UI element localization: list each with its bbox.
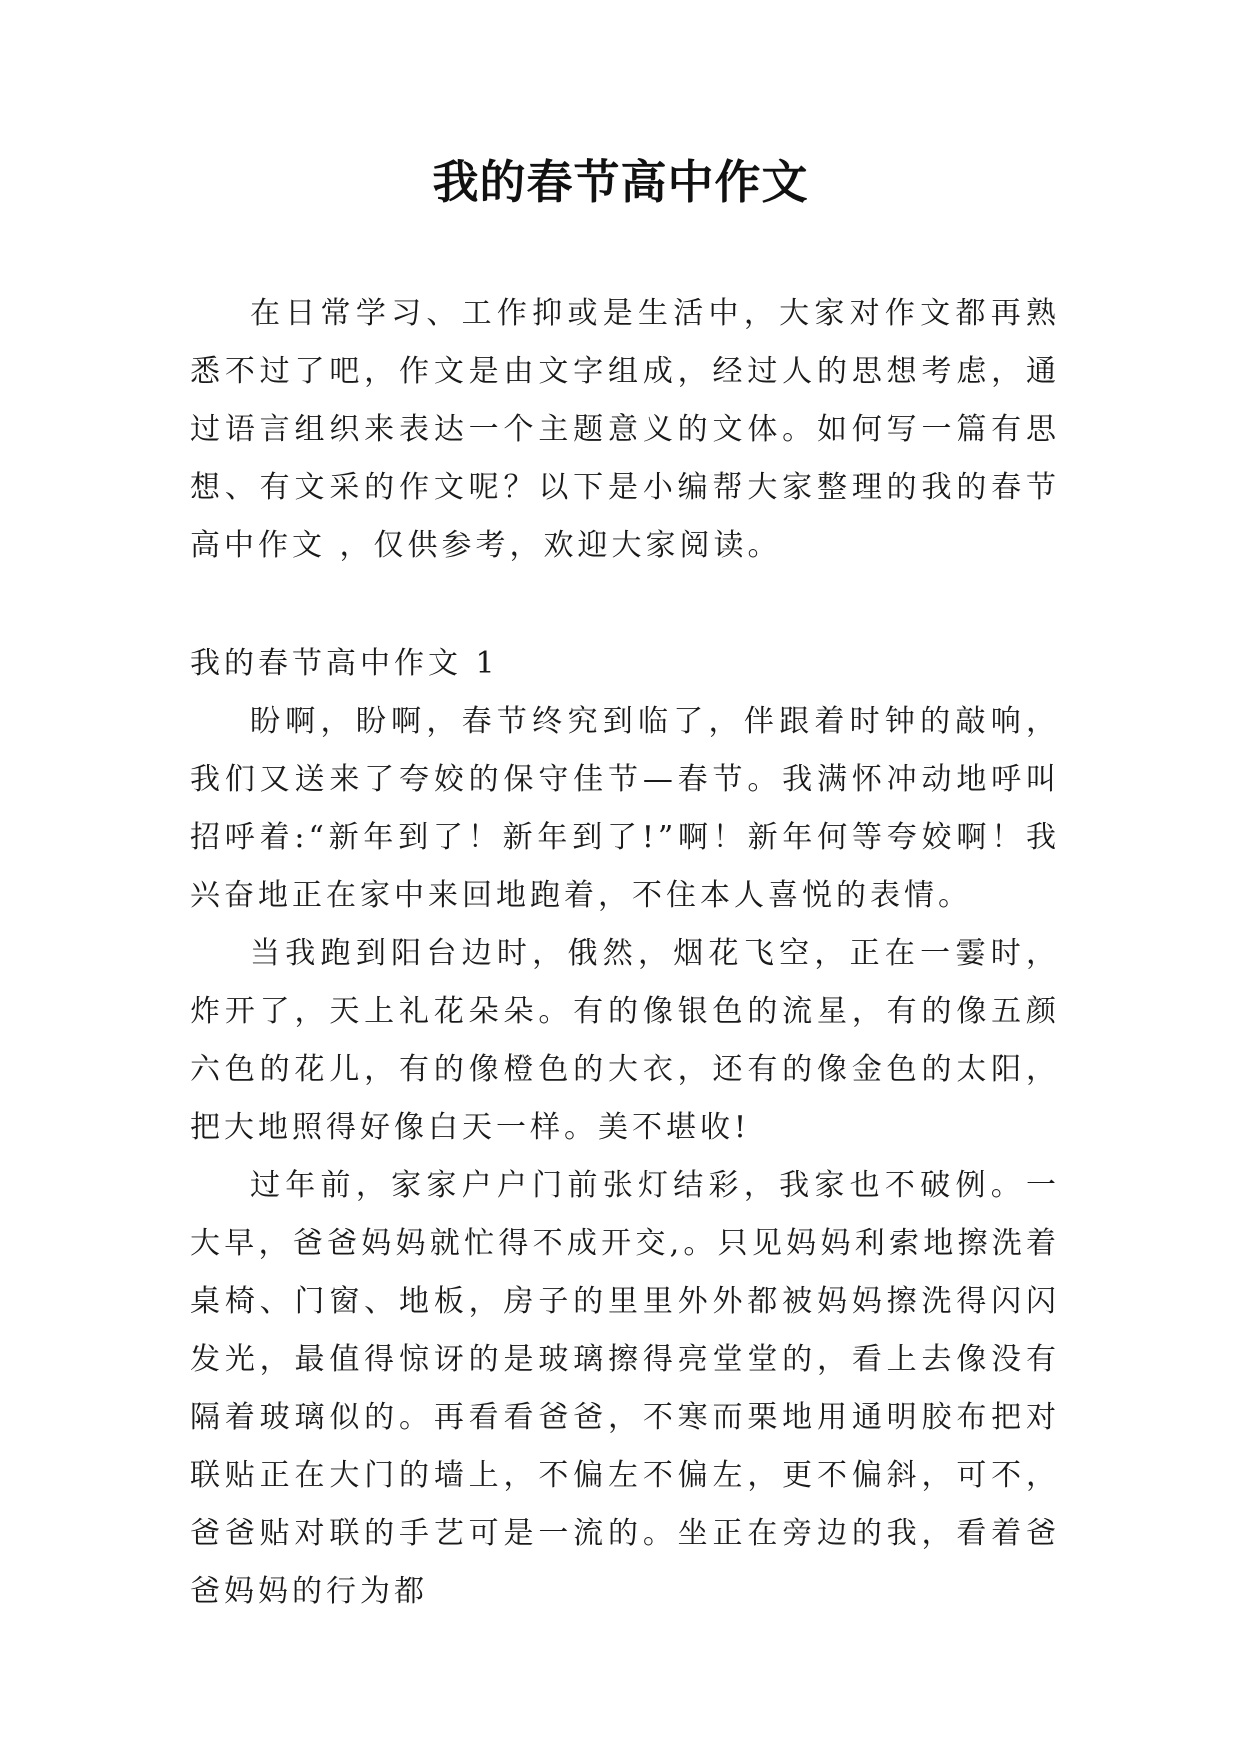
body-paragraph: 当我跑到阳台边时，俄然，烟花飞空，正在一霎时，炸开了，天上礼花朵朵。有的像银色的流星，有的像五颜六色的花儿，有的像橙色的大衣，还有的像金色的太阳，把大地照得好像白天一样。美不堪收! <box>190 936 1060 1145</box>
page-title: 我的春节高中作文 <box>432 155 809 209</box>
body-paragraph: 盼啊，盼啊，春节终究到临了，伴跟着时钟的敲响，我们又送来了夸姣的保守佳节—春节。我满怀冲动地呼叫招呼着:“新年到了！新年到了!”啊！新年何等夸姣啊！我兴奋地正在家中来回地跑着，不住本人喜悦的表情。 <box>190 704 1060 913</box>
section-heading: 我的春节高中作文 1 <box>190 646 499 681</box>
document-body <box>190 285 1060 1621</box>
intro-paragraph: 在日常学习、工作抑或是生活中，大家对作文都再熟悉不过了吧，作文是由文字组成，经过人的思想考虑，通过语言组织来表达一个主题意义的文体。如何写一篇有思想、有文采的作文呢？以下是小编帮大家整理的我的春节高中作文 ，仅供参考，欢迎大家阅读。 <box>190 296 1060 563</box>
body-paragraph: 过年前，家家户户门前张灯结彩，我家也不破例。一大早，爸爸妈妈就忙得不成开交,。只见妈妈利索地擦洗着桌椅、门窗、地板，房子的里里外外都被妈妈擦洗得闪闪发光，最值得惊讶的是玻璃擦得亮堂堂的，看上去像没有隔着玻璃似的。再看看爸爸，不寒而栗地用通明胶布把对联贴正在大门的墙上，不偏左不偏左，更不偏斜，可不，爸爸贴对联的手艺可是一流的。坐正在旁边的我，看着爸爸妈妈的行为都 <box>190 1168 1060 1609</box>
